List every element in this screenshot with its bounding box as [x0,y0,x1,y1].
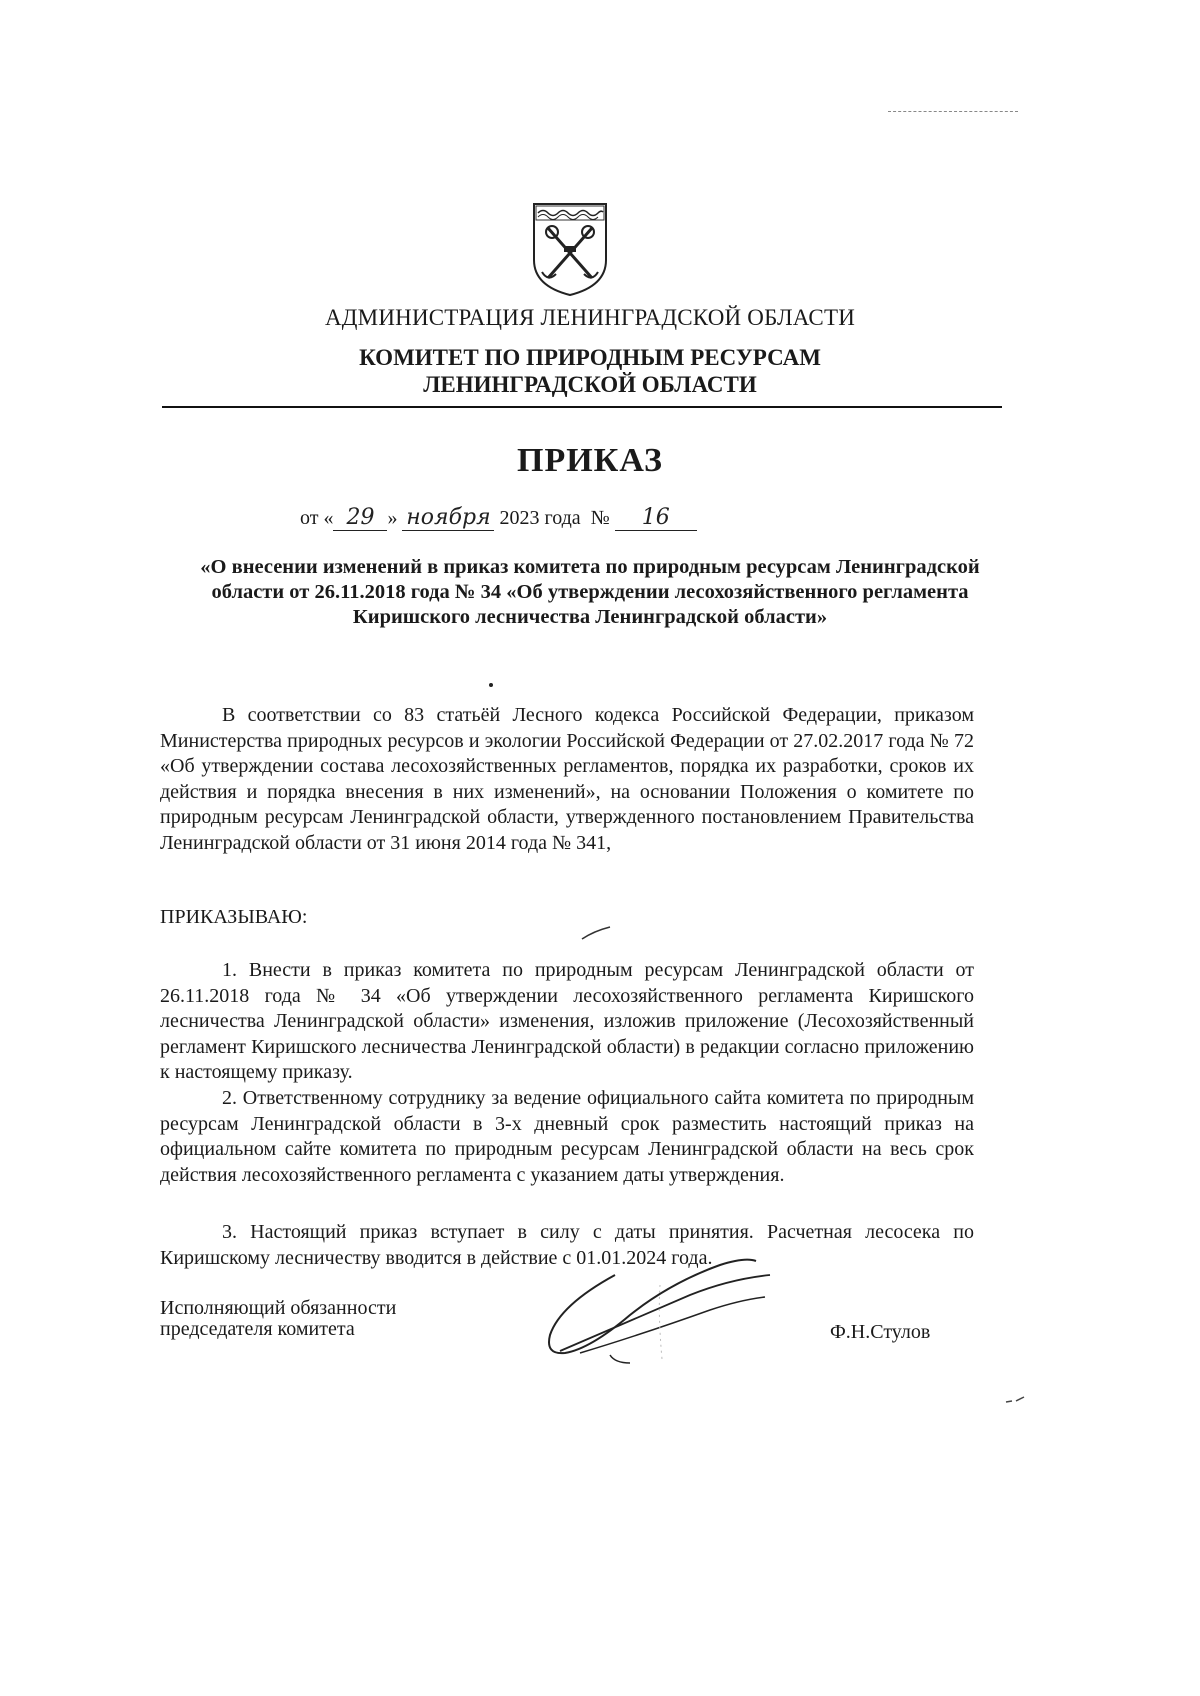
signer-position [160,1298,500,1340]
committee-name [200,344,980,398]
header-divider [162,406,1002,408]
decree-word: ПРИКАЗЫВАЮ: [160,906,308,928]
top-dash-line [888,111,1018,112]
signer-position-line-1: Исполняющий обязанности [160,1297,397,1319]
committee-name-line-1: КОМИТЕТ ПО ПРИРОДНЫМ РЕСУРСАМ [359,345,821,370]
date-number-line [300,505,900,531]
document-type-heading: ПРИКАЗ [517,442,663,479]
order-item-3: 3. Настоящий приказ вступает в силу с даты принятия. Расчетная лесосека по Киришскому лесничеству вводится в действие с 01.01.2024 года. [160,1221,974,1269]
order-title: «О внесении изменений в приказ комитета по природным ресурсам Ленинградской области от 26.11.2018 года № 34 «Об утверждении лесохозяйственного регламента Киришского лесничества Ленинградской области» [200,556,980,628]
administration-name: АДМИНИСТРАЦИЯ ЛЕНИНГРАДСКОЙ ОБЛАСТИ [324,305,856,330]
stray-dot [489,683,493,687]
handwritten-signature [520,1255,790,1370]
document-number-field [615,505,697,531]
date-day-field [333,505,387,531]
order-item-2: 2. Ответственному сотруднику за ведение официального сайта комитета по природным ресурсам Ленинградской области в 3-х дневный срок разместить настоящий приказ на официальном сайте комитета по природным ресурсам Ленинградской области на весь срок действия лесохозяйственного регламента с указанием даты утверждения. [160,1087,974,1186]
scan-speck [1004,1396,1026,1404]
pen-stroke-mark [580,925,612,941]
date-month-field [402,505,494,531]
document-number-handwritten: 16 [641,505,670,530]
committee-name-line-2: ЛЕНИНГРАДСКОЙ ОБЛАСТИ [423,372,757,397]
date-day-handwritten: 29 [346,505,375,530]
date-prefix: от « [300,507,334,529]
preamble-paragraph: В соответствии со 83 статьёй Лесного кодекса Российской Федерации, приказом Министерства природных ресурсов и экологии Российской Федерации от 27.02.2017 года № 72 «Об утверждении состава лесохозяйственных регламентов, порядка их разработки, сроков их действия и порядка внесения в них изменений», на основании Положения о комитете по природным ресурсам Ленинградской области, утвержденного постановлением Правительства Ленинградской области от 31 июня 2014 года № 341, [160,704,974,854]
signer-name: Ф.Н.Стулов [830,1321,931,1343]
order-item-1: 1. Внести в приказ комитета по природным ресурсам Ленинградской области от 26.11.2018 года № 34 «Об утверждении лесохозяйственного регламента Киришского лесничества Ленинградской области» изменения, изложив приложение (Лесохозяйственный регламент Киришского лесничества Ленинградской области) в редакции согласно приложению к настоящему приказу. [160,959,974,1083]
date-year: 2023 года [499,507,581,529]
date-month-handwritten: ноября [406,505,491,530]
date-day-close: » [387,507,398,529]
signer-position-line-2: председателя комитета [160,1318,355,1340]
coat-of-arms-icon [530,200,610,298]
number-label: № [590,507,610,529]
